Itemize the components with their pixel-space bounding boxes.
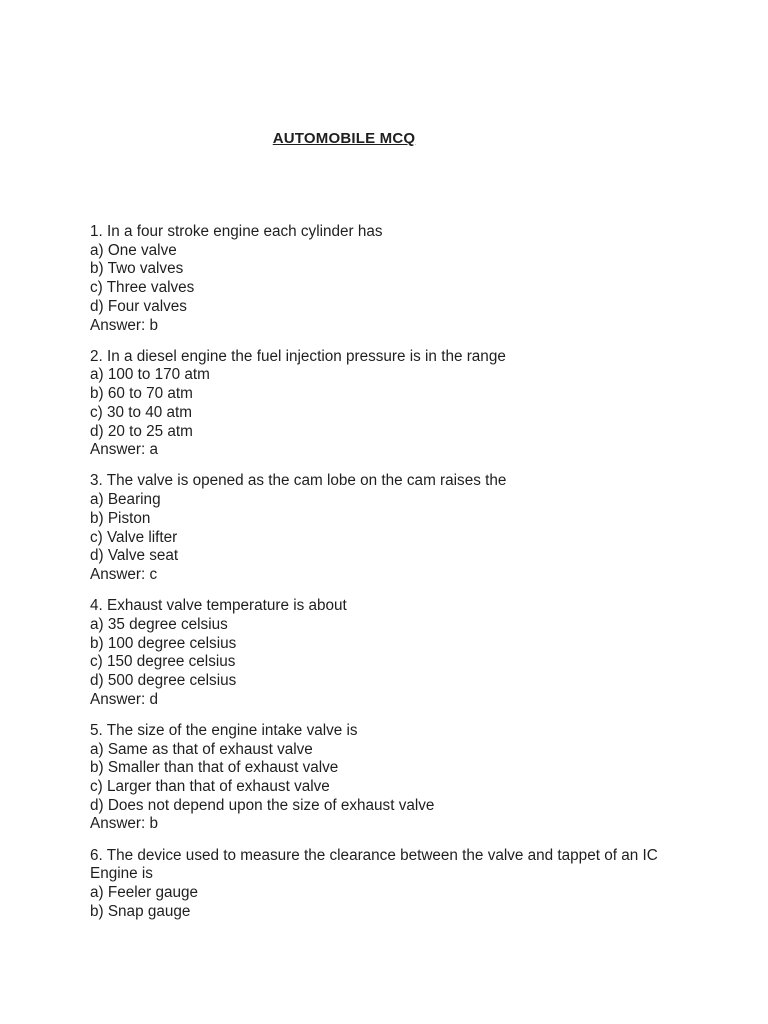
- answer-line: Answer: b: [90, 815, 159, 833]
- option-a: a) Same as that of exhaust valve: [90, 740, 313, 758]
- question-2: [90, 348, 690, 460]
- option-b: b) Smaller than that of exhaust valve: [90, 759, 339, 777]
- question-prompt: 3. The valve is opened as the cam lobe on the cam raises the: [90, 472, 507, 490]
- option-d: d) Valve seat: [90, 547, 179, 565]
- question-list: [90, 223, 690, 934]
- question-6: [90, 847, 690, 922]
- option-d: d) Does not depend upon the size of exhaust valve: [90, 796, 435, 814]
- option-c: c) Three valves: [90, 279, 195, 297]
- answer-line: Answer: b: [90, 316, 159, 334]
- question-5: [90, 722, 690, 834]
- answer-line: Answer: d: [90, 690, 159, 708]
- option-d: d) 500 degree celsius: [90, 671, 237, 689]
- option-c: c) 30 to 40 atm: [90, 403, 193, 421]
- option-c: c) Larger than that of exhaust valve: [90, 777, 330, 795]
- option-d: d) 20 to 25 atm: [90, 422, 193, 440]
- option-d: d) Four valves: [90, 297, 187, 315]
- question-prompt: 1. In a four stroke engine each cylinder has: [90, 223, 383, 240]
- option-a: a) One valve: [90, 241, 177, 259]
- option-a: a) 100 to 170 atm: [90, 366, 210, 384]
- option-b: b) 100 degree celsius: [90, 634, 237, 652]
- option-b: b) Snap gauge: [90, 902, 191, 920]
- question-prompt: 6. The device used to measure the clearance between the valve and tappet of an IC Engine is: [90, 846, 658, 883]
- option-a: a) Feeler gauge: [90, 884, 198, 901]
- question-prompt: 5. The size of the engine intake valve is: [90, 721, 358, 739]
- option-c: c) Valve lifter: [90, 528, 178, 546]
- option-c: c) 150 degree celsius: [90, 653, 236, 671]
- answer-line: Answer: a: [90, 441, 159, 459]
- question-1: [90, 223, 690, 335]
- option-a: a) Bearing: [90, 491, 161, 509]
- question-4: [90, 597, 690, 709]
- option-b: b) Piston: [90, 509, 151, 527]
- question-prompt: 4. Exhaust valve temperature is about: [90, 597, 347, 615]
- question-3: [90, 472, 690, 584]
- option-b: b) Two valves: [90, 260, 184, 278]
- answer-line: Answer: c: [90, 565, 158, 583]
- page-title: AUTOMOBILE MCQ: [272, 130, 416, 147]
- option-a: a) 35 degree celsius: [90, 615, 228, 633]
- option-b: b) 60 to 70 atm: [90, 385, 193, 403]
- question-prompt: 2. In a diesel engine the fuel injection pressure is in the range: [90, 347, 506, 365]
